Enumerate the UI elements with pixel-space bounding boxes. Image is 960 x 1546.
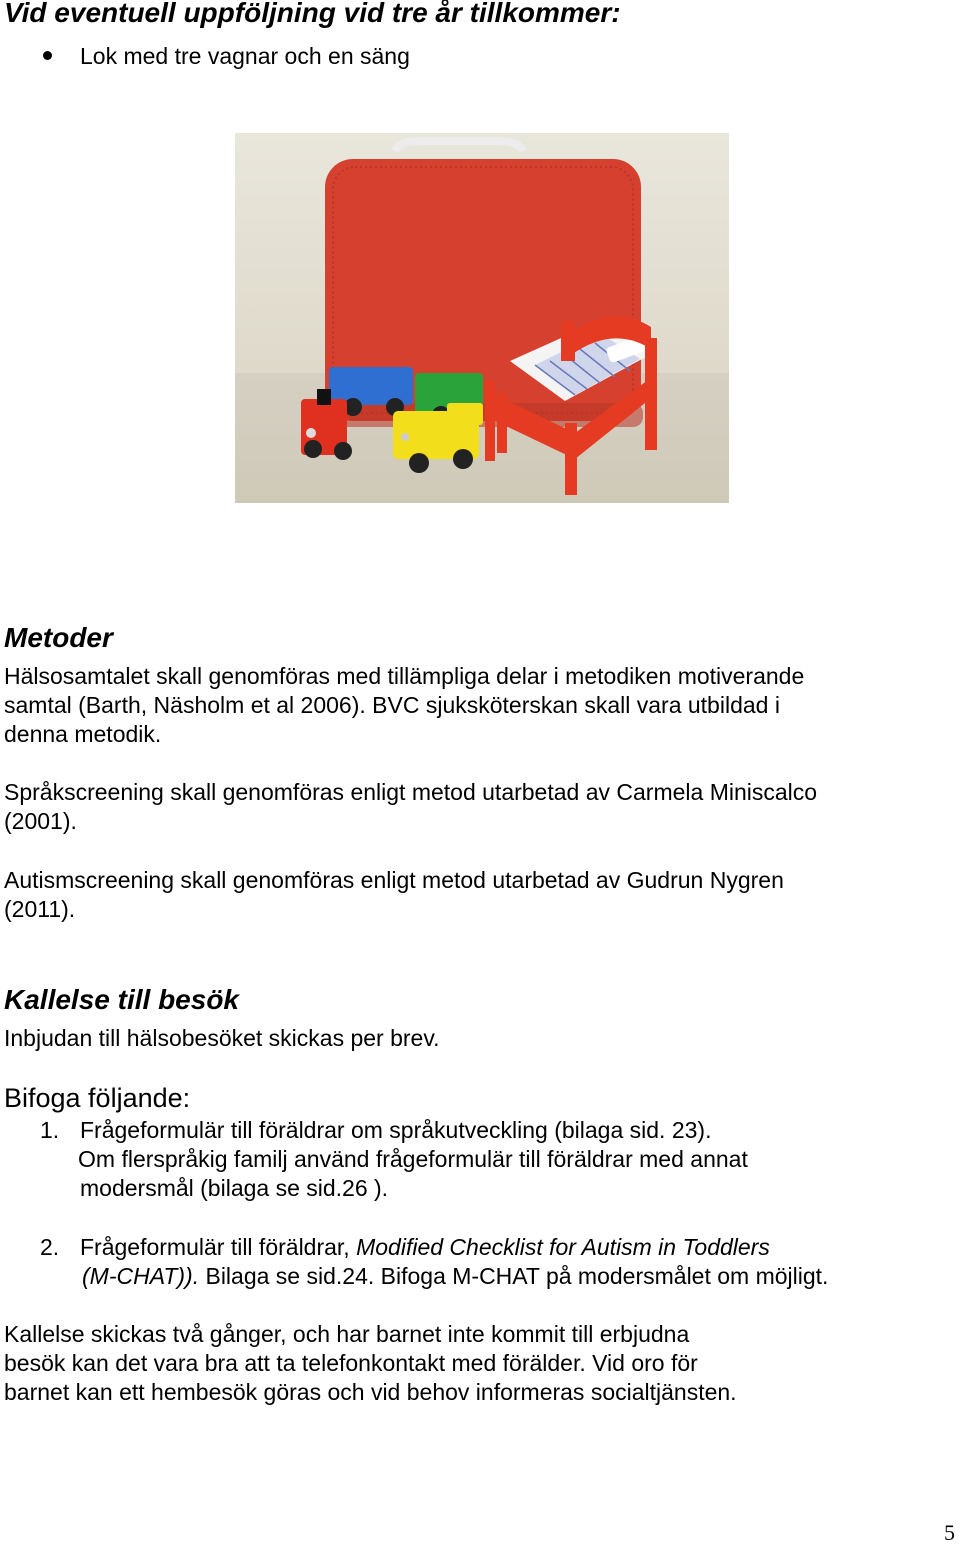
page-number: 5 [944, 1520, 955, 1545]
followup-heading: Vid eventuell uppföljning vid tre år tillkommer: [4, 0, 621, 28]
invite-heading: Kallelse till besök [4, 984, 239, 1015]
methods-heading: Metoder [4, 622, 113, 653]
item1-number: 1. [40, 1117, 60, 1143]
methods-para3-line2: (2011). [4, 896, 76, 922]
methods-para1-line1: Hälsosamtalet skall genomföras med tillämpliga delar i metodiken motiverande [4, 663, 805, 689]
item2-line2 [82, 1262, 828, 1291]
item1-line2: Om flerspråkig familj använd frågeformulär till föräldrar med annat [78, 1146, 748, 1172]
bullet-dot [43, 51, 52, 60]
item1-line1: Frågeformulär till föräldrar om språkutveckling (bilaga sid. 23). [80, 1117, 712, 1143]
item2-mchat-title: Modified Checklist for Autism in Toddlers [356, 1234, 770, 1260]
invite-text: Inbjudan till hälsobesöket skickas per brev. [4, 1025, 440, 1051]
methods-para1-line3: denna metodik. [4, 721, 162, 747]
item2-pre: Frågeformulär till föräldrar, [80, 1234, 357, 1260]
followup-bullet-text: Lok med tre vagnar och en säng [80, 43, 410, 69]
item2-mchat-abbrev: (M-CHAT)). [82, 1263, 200, 1289]
methods-para2-line1: Språkscreening skall genomföras enligt metod utarbetad av Carmela Miniscalco [4, 779, 818, 805]
final-line2: besök kan det vara bra att ta telefonkontakt med förälder. Vid oro för [4, 1350, 698, 1376]
attach-heading: Bifoga följande: [4, 1083, 191, 1113]
toys-photo [235, 133, 729, 503]
final-line1: Kallelse skickas två gånger, och har barnet inte kommit till erbjudna [4, 1321, 690, 1347]
item1-line3: modersmål (bilaga se sid.26 ). [80, 1175, 389, 1201]
methods-para1-line2: samtal (Barth, Näsholm et al 2006). BVC sjuksköterskan skall vara utbildad i [4, 692, 780, 718]
methods-para2-line2: (2001). [4, 808, 77, 834]
final-line3: barnet kan ett hembesök göras och vid behov informeras socialtjänsten. [4, 1379, 737, 1405]
item2-line1 [80, 1233, 770, 1262]
item2-number: 2. [40, 1234, 60, 1260]
item2-post: Bilaga se sid.24. Bifoga M-CHAT på modersmålet om möjligt. [199, 1263, 829, 1289]
methods-para3-line1: Autismscreening skall genomföras enligt metod utarbetad av Gudrun Nygren [4, 867, 784, 893]
